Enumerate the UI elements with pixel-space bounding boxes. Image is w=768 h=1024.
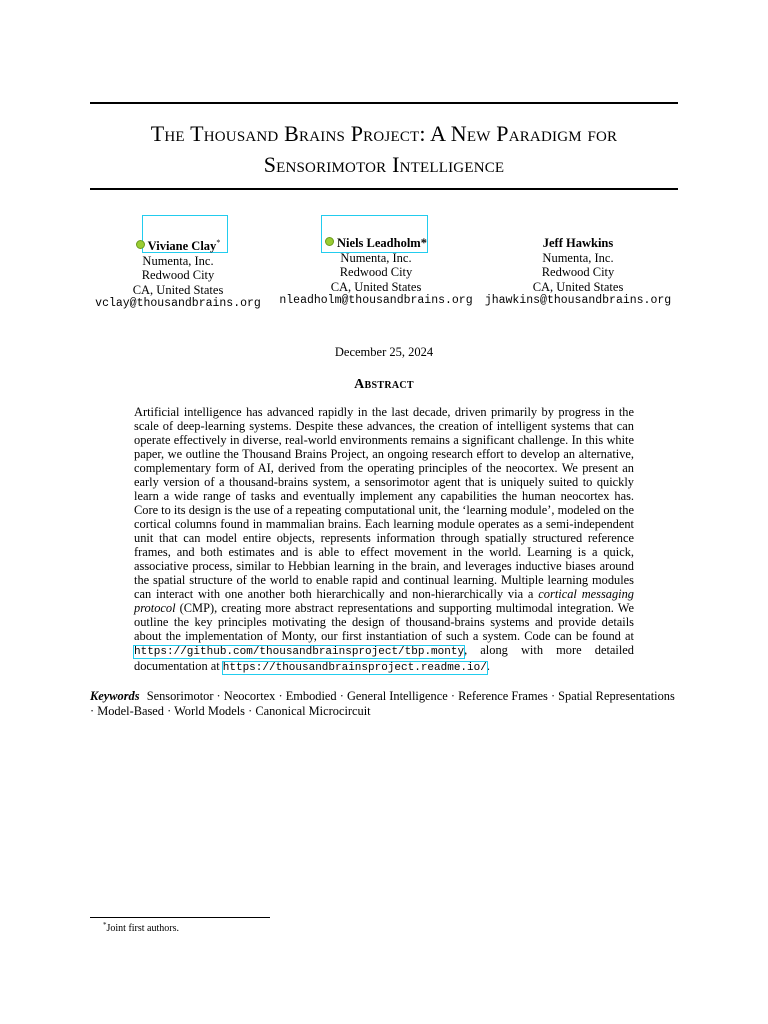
title-top-rule [90,102,678,104]
keywords-label: Keywords [90,689,140,703]
author-email[interactable]: jhawkins@thousandbrains.org [484,294,672,307]
abstract-text-4: . [486,659,490,673]
author-1 [80,236,276,312]
author-3 [480,236,676,309]
author-city: Redwood City [141,268,215,282]
author-city: Redwood City [339,265,413,279]
author-marker: * [420,236,427,250]
abstract-body [134,405,634,675]
abstract-heading: Abstract [354,377,414,392]
footnote-marker: * [103,921,107,929]
author-affiliation: Numenta, Inc. [340,250,412,265]
author-email[interactable]: nleadholm@thousandbrains.org [279,294,473,307]
author-region: CA, United States [132,282,224,297]
abstract-text-2: (CMP), creating more abstract representations and supporting multimodal integration. We outline the key principles motivating the design of thousand-brains systems and provide details about the implementation of Monty, our first instantiation of such a system. Code can be found at [134,601,634,643]
abstract-cmp-italic: cortical messaging protocol [134,587,635,615]
author-region: CA, United States [330,279,422,294]
orcid-icon[interactable] [136,240,145,249]
author-affiliation: Numenta, Inc. [142,253,214,268]
orcid-icon[interactable] [325,237,334,246]
publication-date: December 25, 2024 [334,345,434,359]
author-name: Jeff Hawkins [542,236,614,250]
author-marker: * [216,238,221,247]
footnote [103,921,179,934]
docs-link[interactable]: https://thousandbrainsproject.readme.io/ [222,662,487,674]
abstract-text-1: Artificial intelligence has advanced rapidly in the last decade, driven primarily by progress in the scale of deep-learning systems. Despite these advances, the creation of intelligent systems that can operate effectively in diverse, real-world environments remains a significant challenge. In this white paper, we outline the Thousand Brains Project, an ongoing research effort to develop an alternative, complementary form of AI, derived from the operating principles of the neocortex. We present an early version of a thousand-brains system, a sensorimotor agent that is uniquely suited to quickly learn a wide range of tasks and eventually implement any capabilities the human neocortex has. Core to its design is the use of a repeating computational unit, the ‘learning module’, modeled on the cortical columns found in mammalian brains. Each learning module operates as a semi-independent unit that can model entire objects, represents information through spatially structured reference frames, and both estimates and is able to effect movement in the world. Learning is a quick, associative process, similar to Hebbian learning in the brain, and leverages inductive biases around the spatial structure of the world to enable rapid and continual learning. Multiple learning modules can interact with one another both hierarchically and non-hierarchically via a [134,405,634,601]
github-link[interactable]: https://github.com/thousandbrainsproject/tbp.monty [134,646,465,658]
author-name[interactable]: Viviane Clay [147,239,217,253]
footnote-rule [90,917,270,918]
title-line-1: The Thousand Brains Project: A New Paradigm for [150,121,618,146]
author-name[interactable]: Niels Leadholm [337,236,421,250]
keywords-list: Sensorimotor · Neocortex · Embodied · General Intelligence · Reference Frames · Spatial Representations · Model-Based · World Models · Canonical Microcircuit [90,689,675,718]
author-2 [268,236,484,309]
title-bottom-rule [90,188,678,190]
paper-title [90,118,678,180]
author-affiliation: Numenta, Inc. [542,250,614,265]
abstract-text-3: , along with more detailed documentation at [134,643,634,673]
author-region: CA, United States [532,279,624,294]
author-city: Redwood City [541,265,615,279]
author-email[interactable]: vclay@thousandbrains.org [95,297,261,310]
title-line-2: Sensorimotor Intelligence [263,152,505,177]
footnote-text: Joint first authors. [106,923,179,934]
keywords-section [90,689,680,718]
